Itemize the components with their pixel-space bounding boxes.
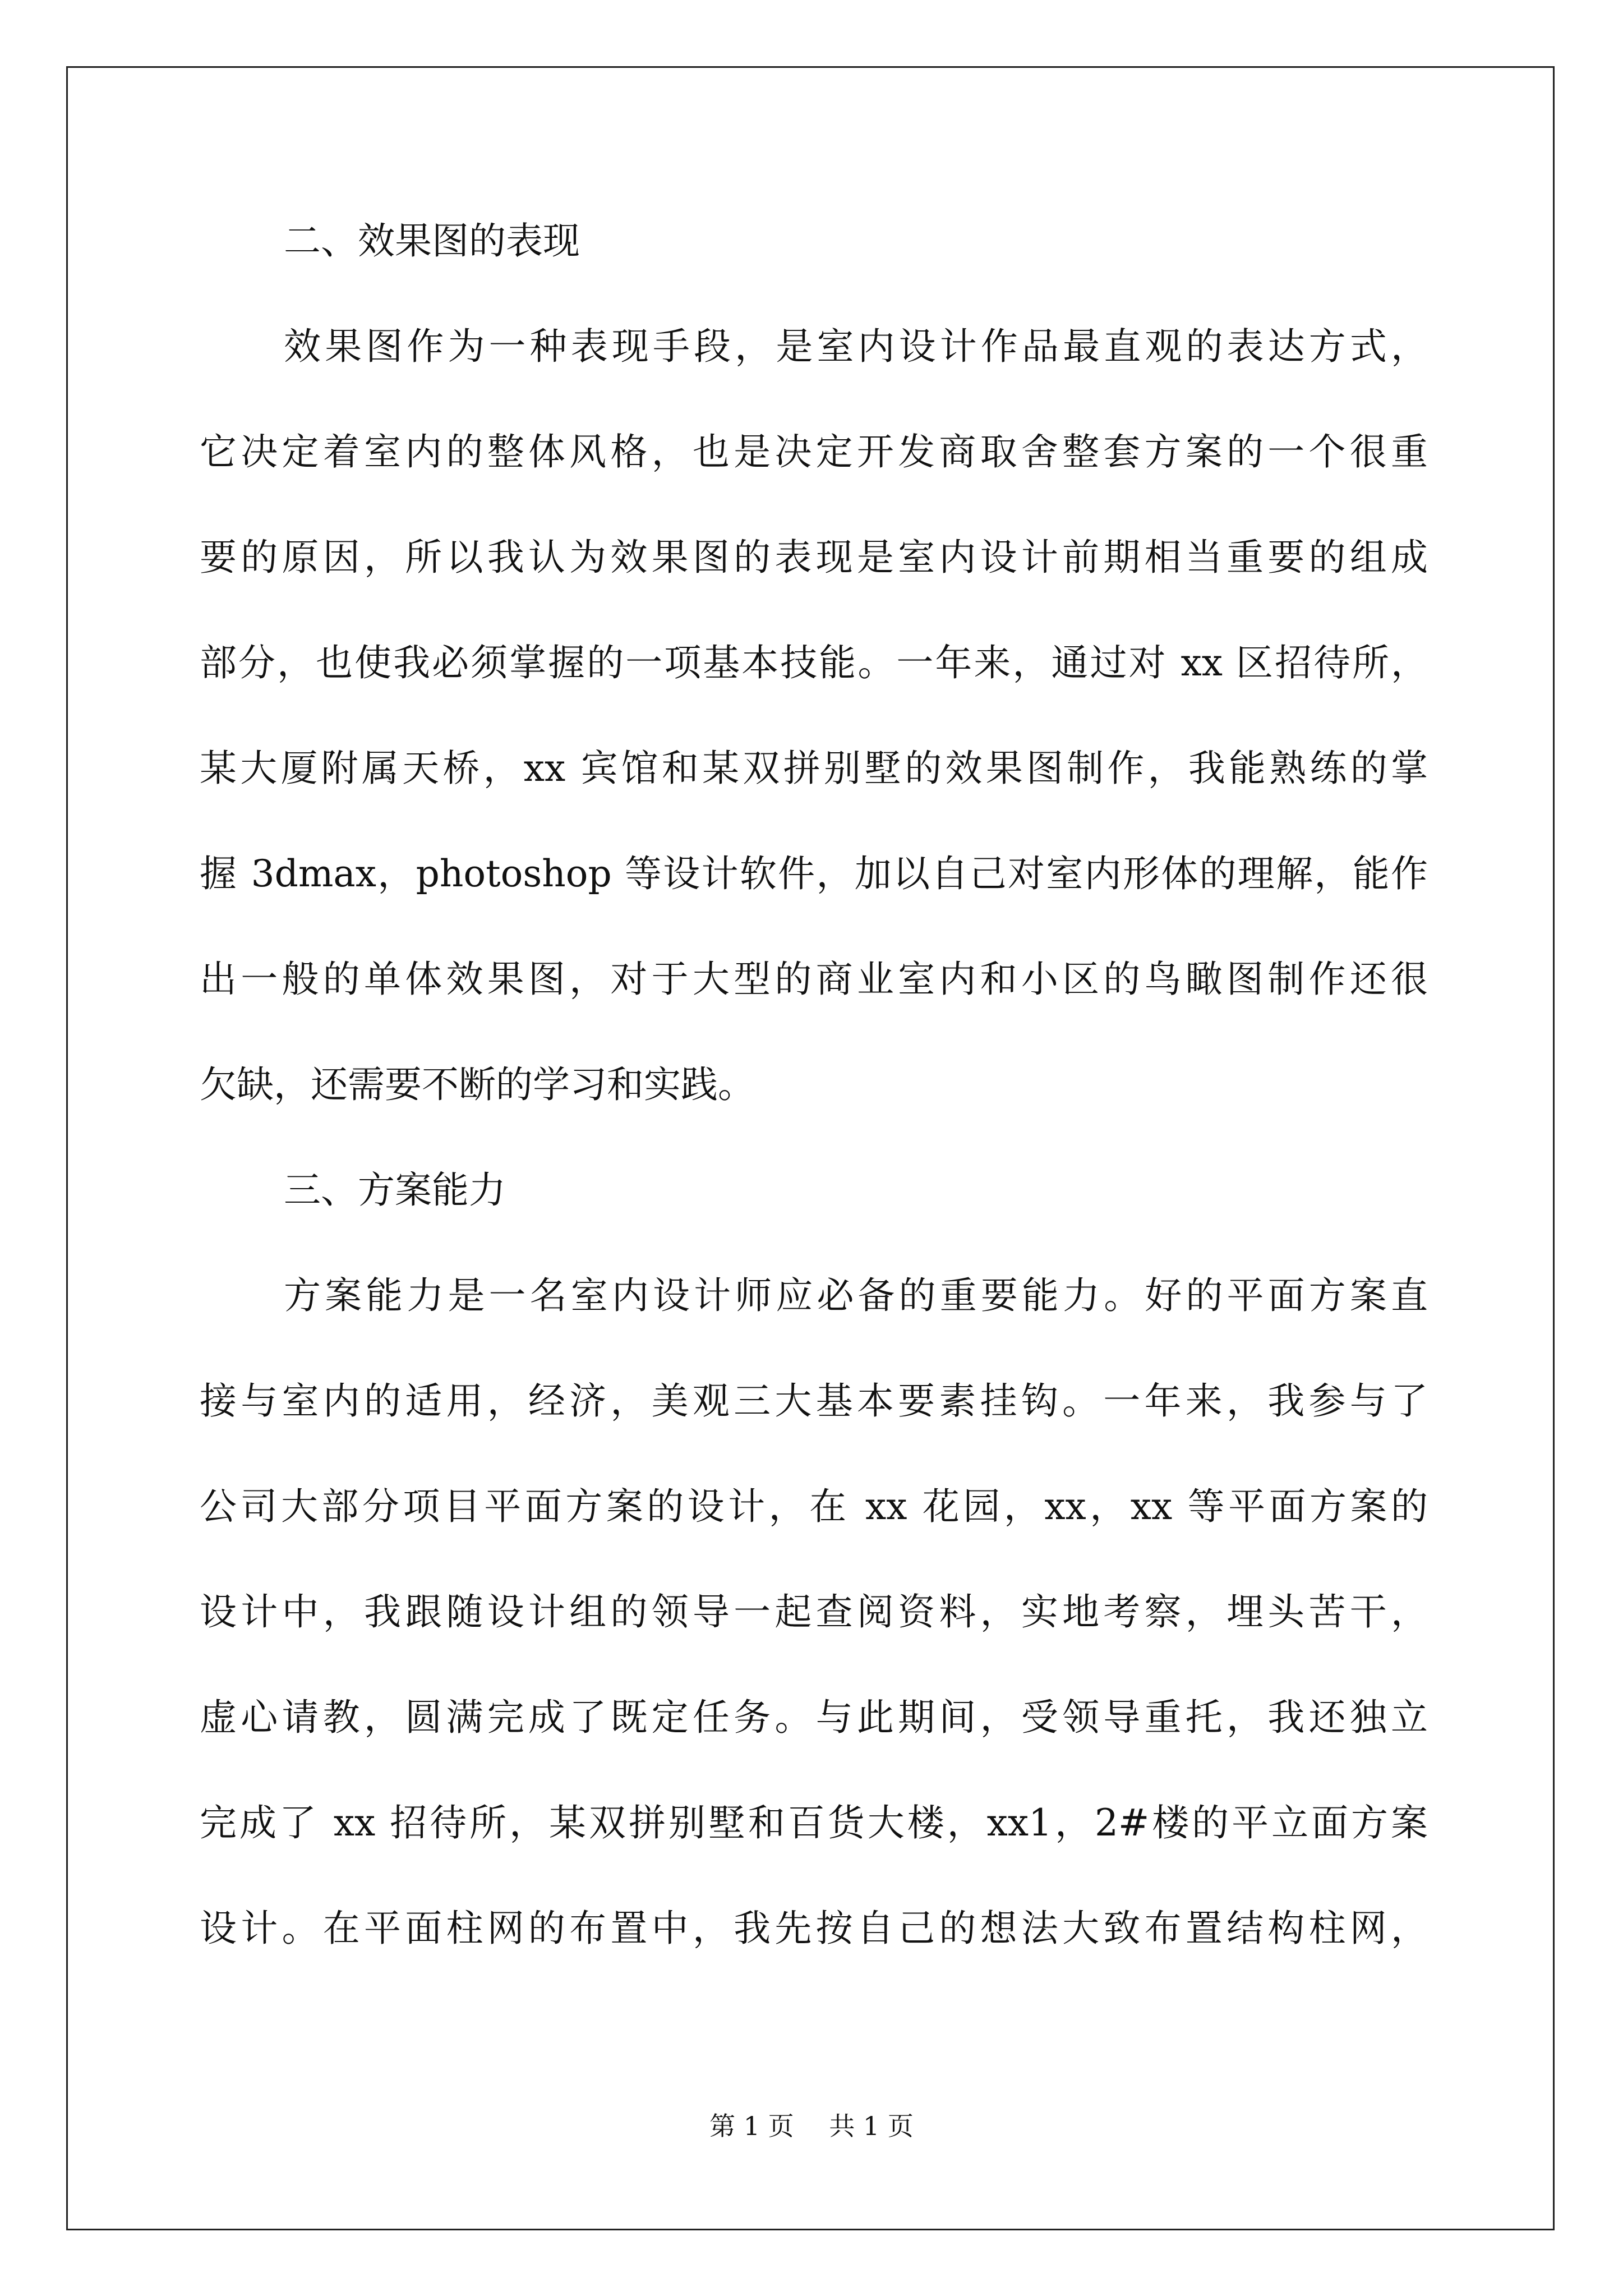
paragraph-line: 公司大部分项目平面方案的设计，在 xx 花园，xx，xx 等平面方案的 — [200, 1485, 1428, 1528]
paragraph-line: 设计。在平面柱网的布置中，我先按自己的想法大致布置结构柱网， — [200, 1907, 1428, 1950]
paragraph-line: 接与室内的适用，经济，美观三大基本要素挂钩。一年来，我参与了 — [200, 1379, 1428, 1423]
paragraph-line: 出一般的单体效果图，对于大型的商业室内和小区的鸟瞰图制作还很 — [200, 958, 1428, 1001]
paragraph-line: 完成了 xx 招待所，某双拼别墅和百货大楼，xx1，2#楼的平立面方案 — [200, 1801, 1428, 1844]
page-number: 第 1 页 — [709, 2111, 794, 2141]
paragraph-line: 握 3dmax，photoshop 等设计软件，加以自己对室内形体的理解，能作 — [200, 852, 1428, 895]
section-heading: 三、方案能力 — [284, 1168, 506, 1212]
page-footer — [0, 2109, 1623, 2143]
paragraph-line: 欠缺，还需要不断的学习和实践。 — [200, 1063, 755, 1106]
paragraph-line: 效果图作为一种表现手段，是室内设计作品最直观的表达方式， — [284, 325, 1428, 368]
paragraph-line: 部分，也使我必须掌握的一项基本技能。一年来，通过对 xx 区招待所， — [200, 641, 1428, 684]
paragraph-line: 要的原因，所以我认为效果图的表现是室内设计前期相当重要的组成 — [200, 536, 1428, 579]
paragraph-line: 某大厦附属天桥，xx 宾馆和某双拼别墅的效果图制作，我能熟练的掌 — [200, 747, 1428, 790]
section-heading: 二、效果图的表现 — [284, 219, 580, 263]
paragraph-line: 方案能力是一名室内设计师应必备的重要能力。好的平面方案直 — [284, 1274, 1428, 1317]
paragraph-line: 虚心请教，圆满完成了既定任务。与此期间，受领导重托，我还独立 — [200, 1696, 1428, 1739]
paragraph-line: 它决定着室内的整体风格，也是决定开发商取舍整套方案的一个很重 — [200, 430, 1428, 473]
document-body — [200, 213, 1428, 2006]
page-total: 共 1 页 — [829, 2111, 914, 2141]
paragraph-line: 设计中，我跟随设计组的领导一起查阅资料，实地考察，埋头苦干， — [200, 1590, 1428, 1634]
